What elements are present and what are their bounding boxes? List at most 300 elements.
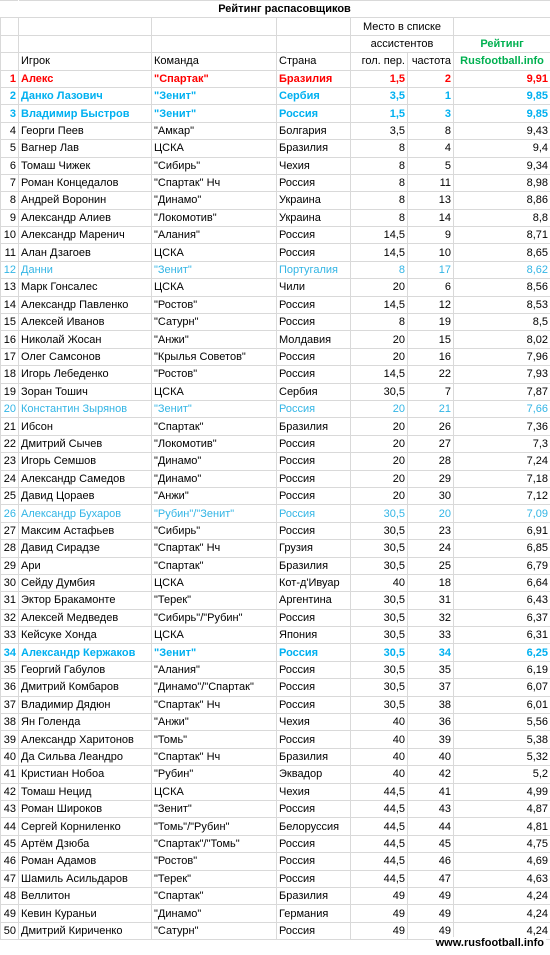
row-number: 39: [1, 731, 19, 748]
country-name: Россия: [277, 661, 351, 678]
frequency-rank: 47: [408, 870, 454, 887]
goal-pass-rank: 49: [351, 905, 408, 922]
row-number: 19: [1, 383, 19, 400]
goal-pass-rank: 20: [351, 400, 408, 417]
player-name: Александр Самедов: [19, 470, 152, 487]
table-row: [1, 870, 550, 887]
team-name: "Сибирь": [152, 522, 277, 539]
rating-value: 6,37: [454, 609, 550, 626]
row-number: 14: [1, 296, 19, 313]
title-row: [1, 1, 550, 18]
rating-value: 5,2: [454, 766, 550, 783]
row-number: 42: [1, 783, 19, 800]
row-number: 13: [1, 279, 19, 296]
table-row: [1, 105, 550, 122]
rating-value: 5,32: [454, 748, 550, 765]
rating-value: 9,43: [454, 122, 550, 139]
player-name: Николай Жосан: [19, 331, 152, 348]
team-name: ЦСКА: [152, 140, 277, 157]
row-number: 36: [1, 679, 19, 696]
goal-pass-rank: 30,5: [351, 522, 408, 539]
table-row: [1, 470, 550, 487]
row-number: 40: [1, 748, 19, 765]
goal-pass-rank: 30,5: [351, 644, 408, 661]
row-number: 18: [1, 366, 19, 383]
goal-pass-rank: 40: [351, 766, 408, 783]
player-name: Владимир Быстров: [19, 105, 152, 122]
goal-pass-rank: 20: [351, 331, 408, 348]
goal-pass-rank: 20: [351, 487, 408, 504]
team-name: "Сатурн": [152, 922, 277, 939]
goal-pass-rank: 44,5: [351, 835, 408, 852]
frequency-rank: 42: [408, 766, 454, 783]
country-name: Россия: [277, 870, 351, 887]
player-name: Артём Дзюба: [19, 835, 152, 852]
goal-pass-rank: 49: [351, 922, 408, 939]
rating-value: 4,24: [454, 887, 550, 904]
table-row: [1, 383, 550, 400]
team-name: "Амкар": [152, 122, 277, 139]
frequency-rank: 46: [408, 853, 454, 870]
country-name: Россия: [277, 366, 351, 383]
player-name: Кевин Кураньи: [19, 905, 152, 922]
frequency-rank: 17: [408, 261, 454, 278]
rating-value: 7,93: [454, 366, 550, 383]
country-name: Кот-д'Ивуар: [277, 574, 351, 591]
row-number: 45: [1, 835, 19, 852]
team-name: ЦСКА: [152, 279, 277, 296]
row-number: 26: [1, 505, 19, 522]
country-name: Россия: [277, 679, 351, 696]
table-row: [1, 853, 550, 870]
team-name: "Сатурн": [152, 314, 277, 331]
goal-pass-rank: 8: [351, 314, 408, 331]
team-name: "Ростов": [152, 296, 277, 313]
country-name: Россия: [277, 696, 351, 713]
player-name: Кейсуке Хонда: [19, 627, 152, 644]
team-name: "Алания": [152, 661, 277, 678]
goal-pass-rank: 14,5: [351, 244, 408, 261]
player-name: Данко Лазович: [19, 87, 152, 104]
table-row: [1, 279, 550, 296]
player-name: Максим Астафьев: [19, 522, 152, 539]
frequency-rank: 15: [408, 331, 454, 348]
team-name: "Томь": [152, 731, 277, 748]
goal-pass-rank: 1,5: [351, 70, 408, 87]
country-name: Россия: [277, 174, 351, 191]
rating-value: 4,63: [454, 870, 550, 887]
table-row: [1, 418, 550, 435]
frequency-rank: 26: [408, 418, 454, 435]
country-name: Россия: [277, 487, 351, 504]
goal-pass-rank: 30,5: [351, 609, 408, 626]
goal-pass-rank: 8: [351, 261, 408, 278]
team-name: "Спартак": [152, 557, 277, 574]
frequency-rank: 28: [408, 453, 454, 470]
frequency-rank: 11: [408, 174, 454, 191]
row-number: 6: [1, 157, 19, 174]
rating-value: 7,87: [454, 383, 550, 400]
frequency-rank: 45: [408, 835, 454, 852]
team-name: ЦСКА: [152, 244, 277, 261]
player-name: Андрей Воронин: [19, 192, 152, 209]
rating-value: 7,09: [454, 505, 550, 522]
table-row: [1, 505, 550, 522]
goal-pass-rank: 8: [351, 209, 408, 226]
country-name: Россия: [277, 453, 351, 470]
table-row: [1, 87, 550, 104]
rating-value: 6,85: [454, 540, 550, 557]
row-number: 10: [1, 227, 19, 244]
goal-pass-rank: 40: [351, 731, 408, 748]
goal-pass-rank: 30,5: [351, 540, 408, 557]
goal-pass-rank: 30,5: [351, 627, 408, 644]
frequency-rank: 10: [408, 244, 454, 261]
goal-pass-rank: 20: [351, 435, 408, 452]
team-name: "Спартак" Нч: [152, 540, 277, 557]
frequency-rank: 2: [408, 70, 454, 87]
rating-value: 6,64: [454, 574, 550, 591]
table-row: [1, 157, 550, 174]
frequency-rank: 8: [408, 122, 454, 139]
table-row: [1, 522, 550, 539]
country-name: Бразилия: [277, 418, 351, 435]
team-name: "Анжи": [152, 487, 277, 504]
rating-value: 6,43: [454, 592, 550, 609]
country-name: Россия: [277, 314, 351, 331]
player-name: Давид Сирадзе: [19, 540, 152, 557]
rating-value: 6,07: [454, 679, 550, 696]
frequency-rank: 34: [408, 644, 454, 661]
player-name: Алексей Иванов: [19, 314, 152, 331]
player-name: Александр Маренич: [19, 227, 152, 244]
goal-pass-rank: 30,5: [351, 696, 408, 713]
rating-value: 8,5: [454, 314, 550, 331]
table-row: [1, 627, 550, 644]
country-name: Россия: [277, 400, 351, 417]
row-number: 15: [1, 314, 19, 331]
frequency-rank: 35: [408, 661, 454, 678]
goal-pass-rank: 1,5: [351, 105, 408, 122]
country-name: Аргентина: [277, 592, 351, 609]
row-number: 33: [1, 627, 19, 644]
player-name: Александр Кержаков: [19, 644, 152, 661]
frequency-rank: 49: [408, 887, 454, 904]
team-name: "Динамо": [152, 470, 277, 487]
table-row: [1, 748, 550, 765]
rating-value: 5,56: [454, 714, 550, 731]
frequency-rank: 21: [408, 400, 454, 417]
country-name: Чехия: [277, 714, 351, 731]
rating-value: 7,12: [454, 487, 550, 504]
team-name: "Сибирь": [152, 157, 277, 174]
frequency-rank: 49: [408, 922, 454, 939]
frequency-rank: 22: [408, 366, 454, 383]
country-name: Россия: [277, 505, 351, 522]
row-number: 5: [1, 140, 19, 157]
player-name: Кристиан Нобоа: [19, 766, 152, 783]
team-name: "Алания": [152, 227, 277, 244]
player-name: Алан Дзагоев: [19, 244, 152, 261]
rating-value: 5,38: [454, 731, 550, 748]
row-number: 28: [1, 540, 19, 557]
team-name: "Динамо": [152, 453, 277, 470]
player-name: Шамиль Асильдаров: [19, 870, 152, 887]
frequency-rank: 33: [408, 627, 454, 644]
player-name: Томаш Чижек: [19, 157, 152, 174]
table-row: [1, 261, 550, 278]
row-number: 48: [1, 887, 19, 904]
frequency-rank: 3: [408, 105, 454, 122]
table-row: [1, 783, 550, 800]
table-row: [1, 227, 550, 244]
player-name: Константин Зырянов: [19, 400, 152, 417]
country-name: Россия: [277, 348, 351, 365]
team-name: "Рубин"/"Зенит": [152, 505, 277, 522]
goal-pass-rank: 14,5: [351, 227, 408, 244]
table-row: [1, 331, 550, 348]
rating-value: 4,24: [454, 922, 550, 939]
goal-pass-rank: 3,5: [351, 122, 408, 139]
table-row: [1, 487, 550, 504]
country-name: Россия: [277, 227, 351, 244]
assist-list-header-line1: Место в списке: [351, 18, 454, 35]
rating-value: 6,19: [454, 661, 550, 678]
country-name: Чехия: [277, 783, 351, 800]
goal-pass-rank: 44,5: [351, 870, 408, 887]
team-name: "Рубин": [152, 766, 277, 783]
rating-value: 8,62: [454, 261, 550, 278]
table-row: [1, 574, 550, 591]
country-name: Россия: [277, 244, 351, 261]
row-number: 50: [1, 922, 19, 939]
country-name: Россия: [277, 296, 351, 313]
row-number: 24: [1, 470, 19, 487]
player-name: Александр Бухаров: [19, 505, 152, 522]
goal-pass-rank: 14,5: [351, 366, 408, 383]
row-number: 8: [1, 192, 19, 209]
row-number: 30: [1, 574, 19, 591]
frequency-rank: 43: [408, 800, 454, 817]
goal-pass-rank: 30,5: [351, 592, 408, 609]
assist-list-header-line2: ассистентов: [351, 35, 454, 52]
row-number: 3: [1, 105, 19, 122]
frequency-rank: 29: [408, 470, 454, 487]
table-row: [1, 887, 550, 904]
country-name: Португалия: [277, 261, 351, 278]
table-row: [1, 592, 550, 609]
row-number: 11: [1, 244, 19, 261]
rating-value: 4,75: [454, 835, 550, 852]
country-name: Россия: [277, 644, 351, 661]
rating-value: 8,71: [454, 227, 550, 244]
player-name: Дмитрий Кириченко: [19, 922, 152, 939]
rating-value: 8,86: [454, 192, 550, 209]
row-number: 31: [1, 592, 19, 609]
team-name: "Зенит": [152, 261, 277, 278]
frequency-rank: 18: [408, 574, 454, 591]
row-number: 32: [1, 609, 19, 626]
frequency-rank: 23: [408, 522, 454, 539]
team-name: "Зенит": [152, 800, 277, 817]
rating-header: Рейтинг: [454, 35, 550, 52]
goal-pass-rank: 8: [351, 140, 408, 157]
goal-pass-rank: 44,5: [351, 853, 408, 870]
rating-value: 8,65: [454, 244, 550, 261]
goal-pass-rank: 44,5: [351, 783, 408, 800]
table-row: [1, 661, 550, 678]
player-name: Давид Цораев: [19, 487, 152, 504]
table-row: [1, 818, 550, 835]
country-name: Россия: [277, 922, 351, 939]
country-name: Россия: [277, 609, 351, 626]
player-name: Ян Голенда: [19, 714, 152, 731]
watermark: www.rusfootball.info: [435, 937, 544, 949]
row-number: 27: [1, 522, 19, 539]
country-name: Россия: [277, 435, 351, 452]
table-row: [1, 453, 550, 470]
goal-pass-rank: 20: [351, 418, 408, 435]
rating-value: 6,01: [454, 696, 550, 713]
row-number: 21: [1, 418, 19, 435]
frequency-rank: 30: [408, 487, 454, 504]
row-number: 29: [1, 557, 19, 574]
country-name: Эквадор: [277, 766, 351, 783]
team-name: "Спартак"/"Томь": [152, 835, 277, 852]
row-number: 38: [1, 714, 19, 731]
table-row: [1, 731, 550, 748]
player-name: Роман Широков: [19, 800, 152, 817]
rating-value: 4,99: [454, 783, 550, 800]
rating-value: 9,34: [454, 157, 550, 174]
col-source-header: Rusfootball.info: [454, 53, 550, 70]
frequency-rank: 24: [408, 540, 454, 557]
table-row: [1, 140, 550, 157]
rating-value: 9,85: [454, 105, 550, 122]
player-name: Сергей Корниленко: [19, 818, 152, 835]
frequency-rank: 49: [408, 905, 454, 922]
row-number: 2: [1, 87, 19, 104]
team-name: "Спартак": [152, 887, 277, 904]
col-country-header: Страна: [277, 53, 351, 70]
header-row-3: [1, 53, 550, 70]
country-name: Чехия: [277, 157, 351, 174]
country-name: Россия: [277, 835, 351, 852]
team-name: "Спартак" Нч: [152, 696, 277, 713]
country-name: Бразилия: [277, 70, 351, 87]
frequency-rank: 16: [408, 348, 454, 365]
table-row: [1, 244, 550, 261]
rating-value: 9,91: [454, 70, 550, 87]
team-name: "Ростов": [152, 853, 277, 870]
table-row: [1, 835, 550, 852]
country-name: Россия: [277, 470, 351, 487]
frequency-rank: 37: [408, 679, 454, 696]
country-name: Чили: [277, 279, 351, 296]
rating-value: 8,56: [454, 279, 550, 296]
row-number: 22: [1, 435, 19, 452]
team-name: ЦСКА: [152, 783, 277, 800]
rating-value: 4,81: [454, 818, 550, 835]
goal-pass-rank: 40: [351, 714, 408, 731]
team-name: ЦСКА: [152, 383, 277, 400]
frequency-rank: 44: [408, 818, 454, 835]
goal-pass-rank: 8: [351, 174, 408, 191]
team-name: "Зенит": [152, 87, 277, 104]
team-name: "Зенит": [152, 400, 277, 417]
goal-pass-rank: 30,5: [351, 679, 408, 696]
goal-pass-rank: 30,5: [351, 505, 408, 522]
player-name: Ибсон: [19, 418, 152, 435]
player-name: Да Сильва Леандро: [19, 748, 152, 765]
row-number: 1: [1, 70, 19, 87]
rating-value: 7,96: [454, 348, 550, 365]
frequency-rank: 7: [408, 383, 454, 400]
team-name: "Анжи": [152, 714, 277, 731]
team-name: "Терек": [152, 592, 277, 609]
frequency-rank: 4: [408, 140, 454, 157]
frequency-rank: 9: [408, 227, 454, 244]
goal-pass-rank: 20: [351, 348, 408, 365]
player-name: Вагнер Лав: [19, 140, 152, 157]
country-name: Россия: [277, 522, 351, 539]
country-name: Россия: [277, 800, 351, 817]
goal-pass-rank: 20: [351, 279, 408, 296]
table-row: [1, 400, 550, 417]
team-name: "Динамо": [152, 192, 277, 209]
table-row: [1, 435, 550, 452]
table-row: [1, 609, 550, 626]
team-name: "Локомотив": [152, 435, 277, 452]
rating-value: 6,91: [454, 522, 550, 539]
team-name: "Спартак": [152, 418, 277, 435]
player-name: Александр Алиев: [19, 209, 152, 226]
goal-pass-rank: 30,5: [351, 557, 408, 574]
country-name: Молдавия: [277, 331, 351, 348]
goal-pass-rank: 49: [351, 887, 408, 904]
team-name: "Локомотив": [152, 209, 277, 226]
row-number: 49: [1, 905, 19, 922]
table-row: [1, 209, 550, 226]
goal-pass-rank: 44,5: [351, 800, 408, 817]
row-number: 46: [1, 853, 19, 870]
country-name: Сербия: [277, 383, 351, 400]
row-number: 9: [1, 209, 19, 226]
table-row: [1, 800, 550, 817]
header-row-1: [1, 18, 550, 35]
table-row: [1, 122, 550, 139]
country-name: Болгария: [277, 122, 351, 139]
player-name: Георгий Габулов: [19, 661, 152, 678]
player-name: Данни: [19, 261, 152, 278]
team-name: "Динамо"/"Спартак": [152, 679, 277, 696]
player-name: Александр Павленко: [19, 296, 152, 313]
player-name: Томаш Нецид: [19, 783, 152, 800]
rating-value: 8,02: [454, 331, 550, 348]
frequency-rank: 36: [408, 714, 454, 731]
player-name: Игорь Семшов: [19, 453, 152, 470]
page-title: Рейтинг распасовщиков: [19, 1, 550, 18]
country-name: Бразилия: [277, 140, 351, 157]
player-name: Ари: [19, 557, 152, 574]
player-name: Олег Самсонов: [19, 348, 152, 365]
goal-pass-rank: 14,5: [351, 296, 408, 313]
goal-pass-rank: 30,5: [351, 383, 408, 400]
player-name: Алекс: [19, 70, 152, 87]
team-name: "Томь"/"Рубин": [152, 818, 277, 835]
player-name: Зоран Тошич: [19, 383, 152, 400]
frequency-rank: 12: [408, 296, 454, 313]
